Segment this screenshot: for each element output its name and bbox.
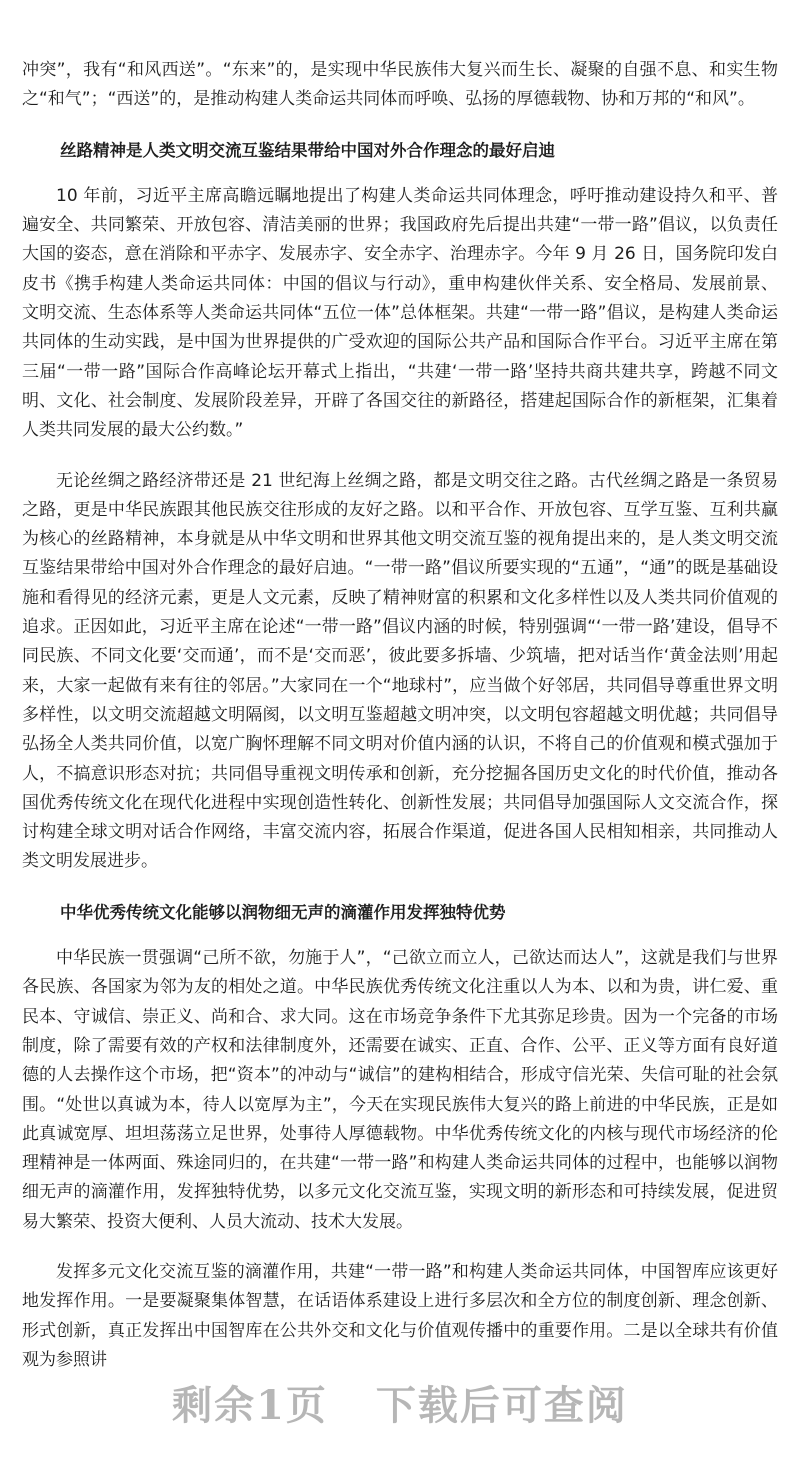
paragraph-2: 无论丝绸之路经济带还是 21 世纪海上丝绸之路，都是文明交往之路。古代丝绸之路是一条贸易之路，更是中华民族跟其他民族交往形成的友好之路。以和平合作、开放包容、互学互鉴、互利共赢为核心的丝路精神，本身就是从中华文明和世界其他文明交流互鉴的视角提出来的，是人类文明交流互鉴结果带给中国对外合作理念的最好启迪。“一带一路”倡议所要实现的“五通”，“通”的既是基础设施和看得见的经济元素，更是人文元素，反映了精神财富的积累和文化多样性以及人类共同价值观的追求。正因如此，习近平主席在论述“一带一路”倡议内涵的时候，特别强调“‘一带一路’建设，倡导不同民族、不同文化要‘交而通’，而不是‘交而恶’，彼此要多拆墙、少筑墙，把对话当作‘黄金法则’用起来，大家一起做有来有往的邻居。”大家同在一个“地球村”，应当做个好邻居，共同倡导尊重世界文明多样性，以文明交流超越文明隔阂，以文明互鉴超越文明冲突，以文明包容超越文明优越；共同倡导弘扬全人类共同价值，以宽广胸怀理解不同文明对价值内涵的认识，不将自己的价值观和模式强加于人，不搞意识形态对抗；共同倡导重视文明传承和创新，充分挖掘各国历史文化的时代价值，推动各国优秀传统文化在现代化进程中实现创造性转化、创新性发展；共同倡导加强国际人文交流合作，探讨构建全球文明对话合作网络，丰富交流内容，拓展合作渠道，促进各国人民相知相亲，共同推动人类文明发展进步。 [22, 470, 778, 872]
paragraph-1: 10 年前，习近平主席高瞻远瞩地提出了构建人类命运共同体理念，呼吁推动建设持久和平、普遍安全、共同繁荣、开放包容、清洁美丽的世界；我国政府先后提出共建“一带一路”倡议，以负责任大国的姿态，意在消除和平赤字、发展赤字、安全赤字、治理赤字。今年 9 月 26 日，国务院印发白皮书《携手构建人类命运共同体：中国的倡议与行动》，重申构建伙伴关系、安全格局、发展前景、文明交流、生态体系等人类命运共同体“五位一体”总体框架。共建“一带一路”倡议，是构建人类命运共同体的生动实践，是中国为世界提供的广受欢迎的国际公共产品和国际合作平台。习近平主席在第三届“一带一路”国际合作高峰论坛开幕式上指出，“共建‘一带一路’坚持共商共建共享，跨越不同文明、文化、社会制度、发展阶段差异，开辟了各国交往的新路径，搭建起国际合作的新框架，汇集着人类共同发展的最大公约数。” [22, 185, 778, 441]
paragraph-continuation: 冲突”，我有“和风西送”。“东来”的，是实现中华民族伟大复兴而生长、凝聚的自强不息、和实生物之“和气”；“西送”的，是推动构建人类命运共同体而呼唤、弘扬的厚德载物、协和万邦的“和风”。 [22, 60, 778, 110]
section-heading-2: 中华优秀传统文化能够以润物细无声的滴灌作用发挥独特优势 [59, 902, 506, 922]
paragraph-4-truncated: 发挥多元文化交流互鉴的滴灌作用，共建“一带一路”和构建人类命运共同体，中国智库应该更好地发挥作用。一是要凝聚集体智慧，在话语体系建设上进行多层次和全方位的制度创新、理念创新、形式创新，真正发挥出中国智库在公共外交和文化与价值观传播中的重要作用。二是以全球共有价值观为参照讲 [22, 1261, 778, 1370]
download-prompt-banner[interactable] [0, 1374, 800, 1431]
download-to-view-text: 下载后可查阅 [375, 1382, 628, 1429]
paragraph-3: 中华民族一贯强调“己所不欲，勿施于人”，“己欲立而立人，己欲达而达人”，这就是我们与世界各民族、各国家为邻为友的相处之道。中华民族优秀传统文化注重以人为本、以和为贵，讲仁爱、重民本、守诚信、崇正义、尚和合、求大同。这在市场竞争条件下尤其弥足珍贵。因为一个完备的市场制度，除了需要有效的产权和法律制度外，还需要在诚实、正直、合作、公平、正义等方面有良好道德的人去操作这个市场，把“资本”的冲动与“诚信”的建构相结合，形成守信光荣、失信可耻的社会氛围。“处世以真诚为本，待人以宽厚为主”，今天在实现民族伟大复兴的路上前进的中华民族，正是如此真诚宽厚、坦坦荡荡立足世界，处事待人厚德载物。中华优秀传统文化的内核与现代市场经济的伦理精神是一体两面、殊途同归的，在共建“一带一路”和构建人类命运共同体的过程中，也能够以润物细无声的滴灌作用，发挥独特优势，以多元文化交流互鉴，实现文明的新形态和可持续发展，促进贸易大繁荣、投资大便利、人员大流动、技术大发展。 [22, 948, 778, 1232]
document-body [22, 56, 778, 1375]
section-heading-1: 丝路精神是人类文明交流互鉴结果带给中国对外合作理念的最好启迪 [59, 140, 555, 160]
remaining-pages-text: 剩余1页 [172, 1382, 328, 1429]
